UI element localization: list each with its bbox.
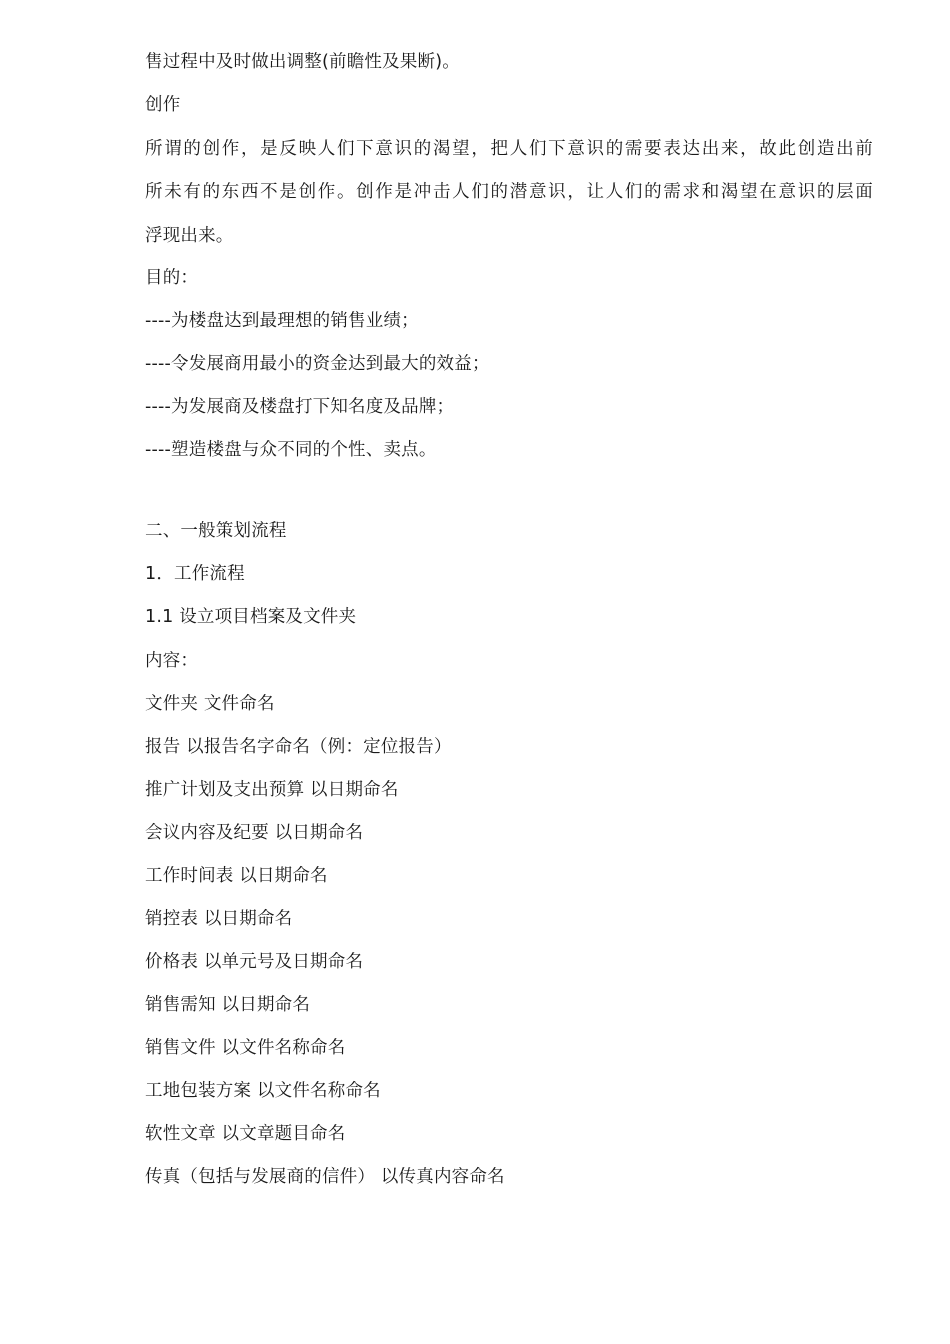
section-title-purpose: 目的：: [145, 268, 199, 288]
list-item: ----塑造楼盘与众不同的个性、卖点。: [145, 440, 437, 460]
list-item: 传真（包括与发展商的信件） 以传真内容命名: [145, 1167, 505, 1187]
paragraph-line: 售过程中及时做出调整(前瞻性及果断)。: [145, 52, 460, 72]
subsection-heading: 1．工作流程: [145, 564, 245, 584]
paragraph-line: 浮现出来。: [145, 226, 234, 246]
subsection-heading: 1.1 设立项目档案及文件夹: [145, 607, 357, 627]
list-item: 工作时间表 以日期命名: [145, 866, 328, 886]
list-item: 销控表 以日期命名: [145, 909, 293, 929]
list-item: ----为发展商及楼盘打下知名度及品牌；: [145, 397, 455, 417]
list-item: 会议内容及纪要 以日期命名: [145, 823, 364, 843]
table-header-line: 文件夹 文件命名: [145, 694, 275, 714]
list-item: 软性文章 以文章题目命名: [145, 1124, 346, 1144]
section-title-creation: 创作: [145, 95, 181, 115]
paragraph-line: 所未有的东西不是创作。创作是冲击人们的潜意识，让人们的需求和渴望在意识的层面: [145, 182, 873, 202]
paragraph-line: 所谓的创作，是反映人们下意识的渴望，把人们下意识的需要表达出来，故此创造出前: [145, 139, 873, 159]
list-item: ----为楼盘达到最理想的销售业绩；: [145, 311, 419, 331]
section-heading: 二、一般策划流程: [145, 521, 287, 541]
list-item: 销售文件 以文件名称命名: [145, 1038, 346, 1058]
list-item: 销售需知 以日期命名: [145, 995, 311, 1015]
list-item: ----令发展商用最小的资金达到最大的效益；: [145, 354, 490, 374]
list-item: 工地包装方案 以文件名称命名: [145, 1081, 381, 1101]
list-item: 报告 以报告名字命名（例：定位报告）: [145, 737, 452, 757]
list-item: 推广计划及支出预算 以日期命名: [145, 780, 399, 800]
content-label: 内容：: [145, 651, 199, 671]
list-item: 价格表 以单元号及日期命名: [145, 952, 364, 972]
